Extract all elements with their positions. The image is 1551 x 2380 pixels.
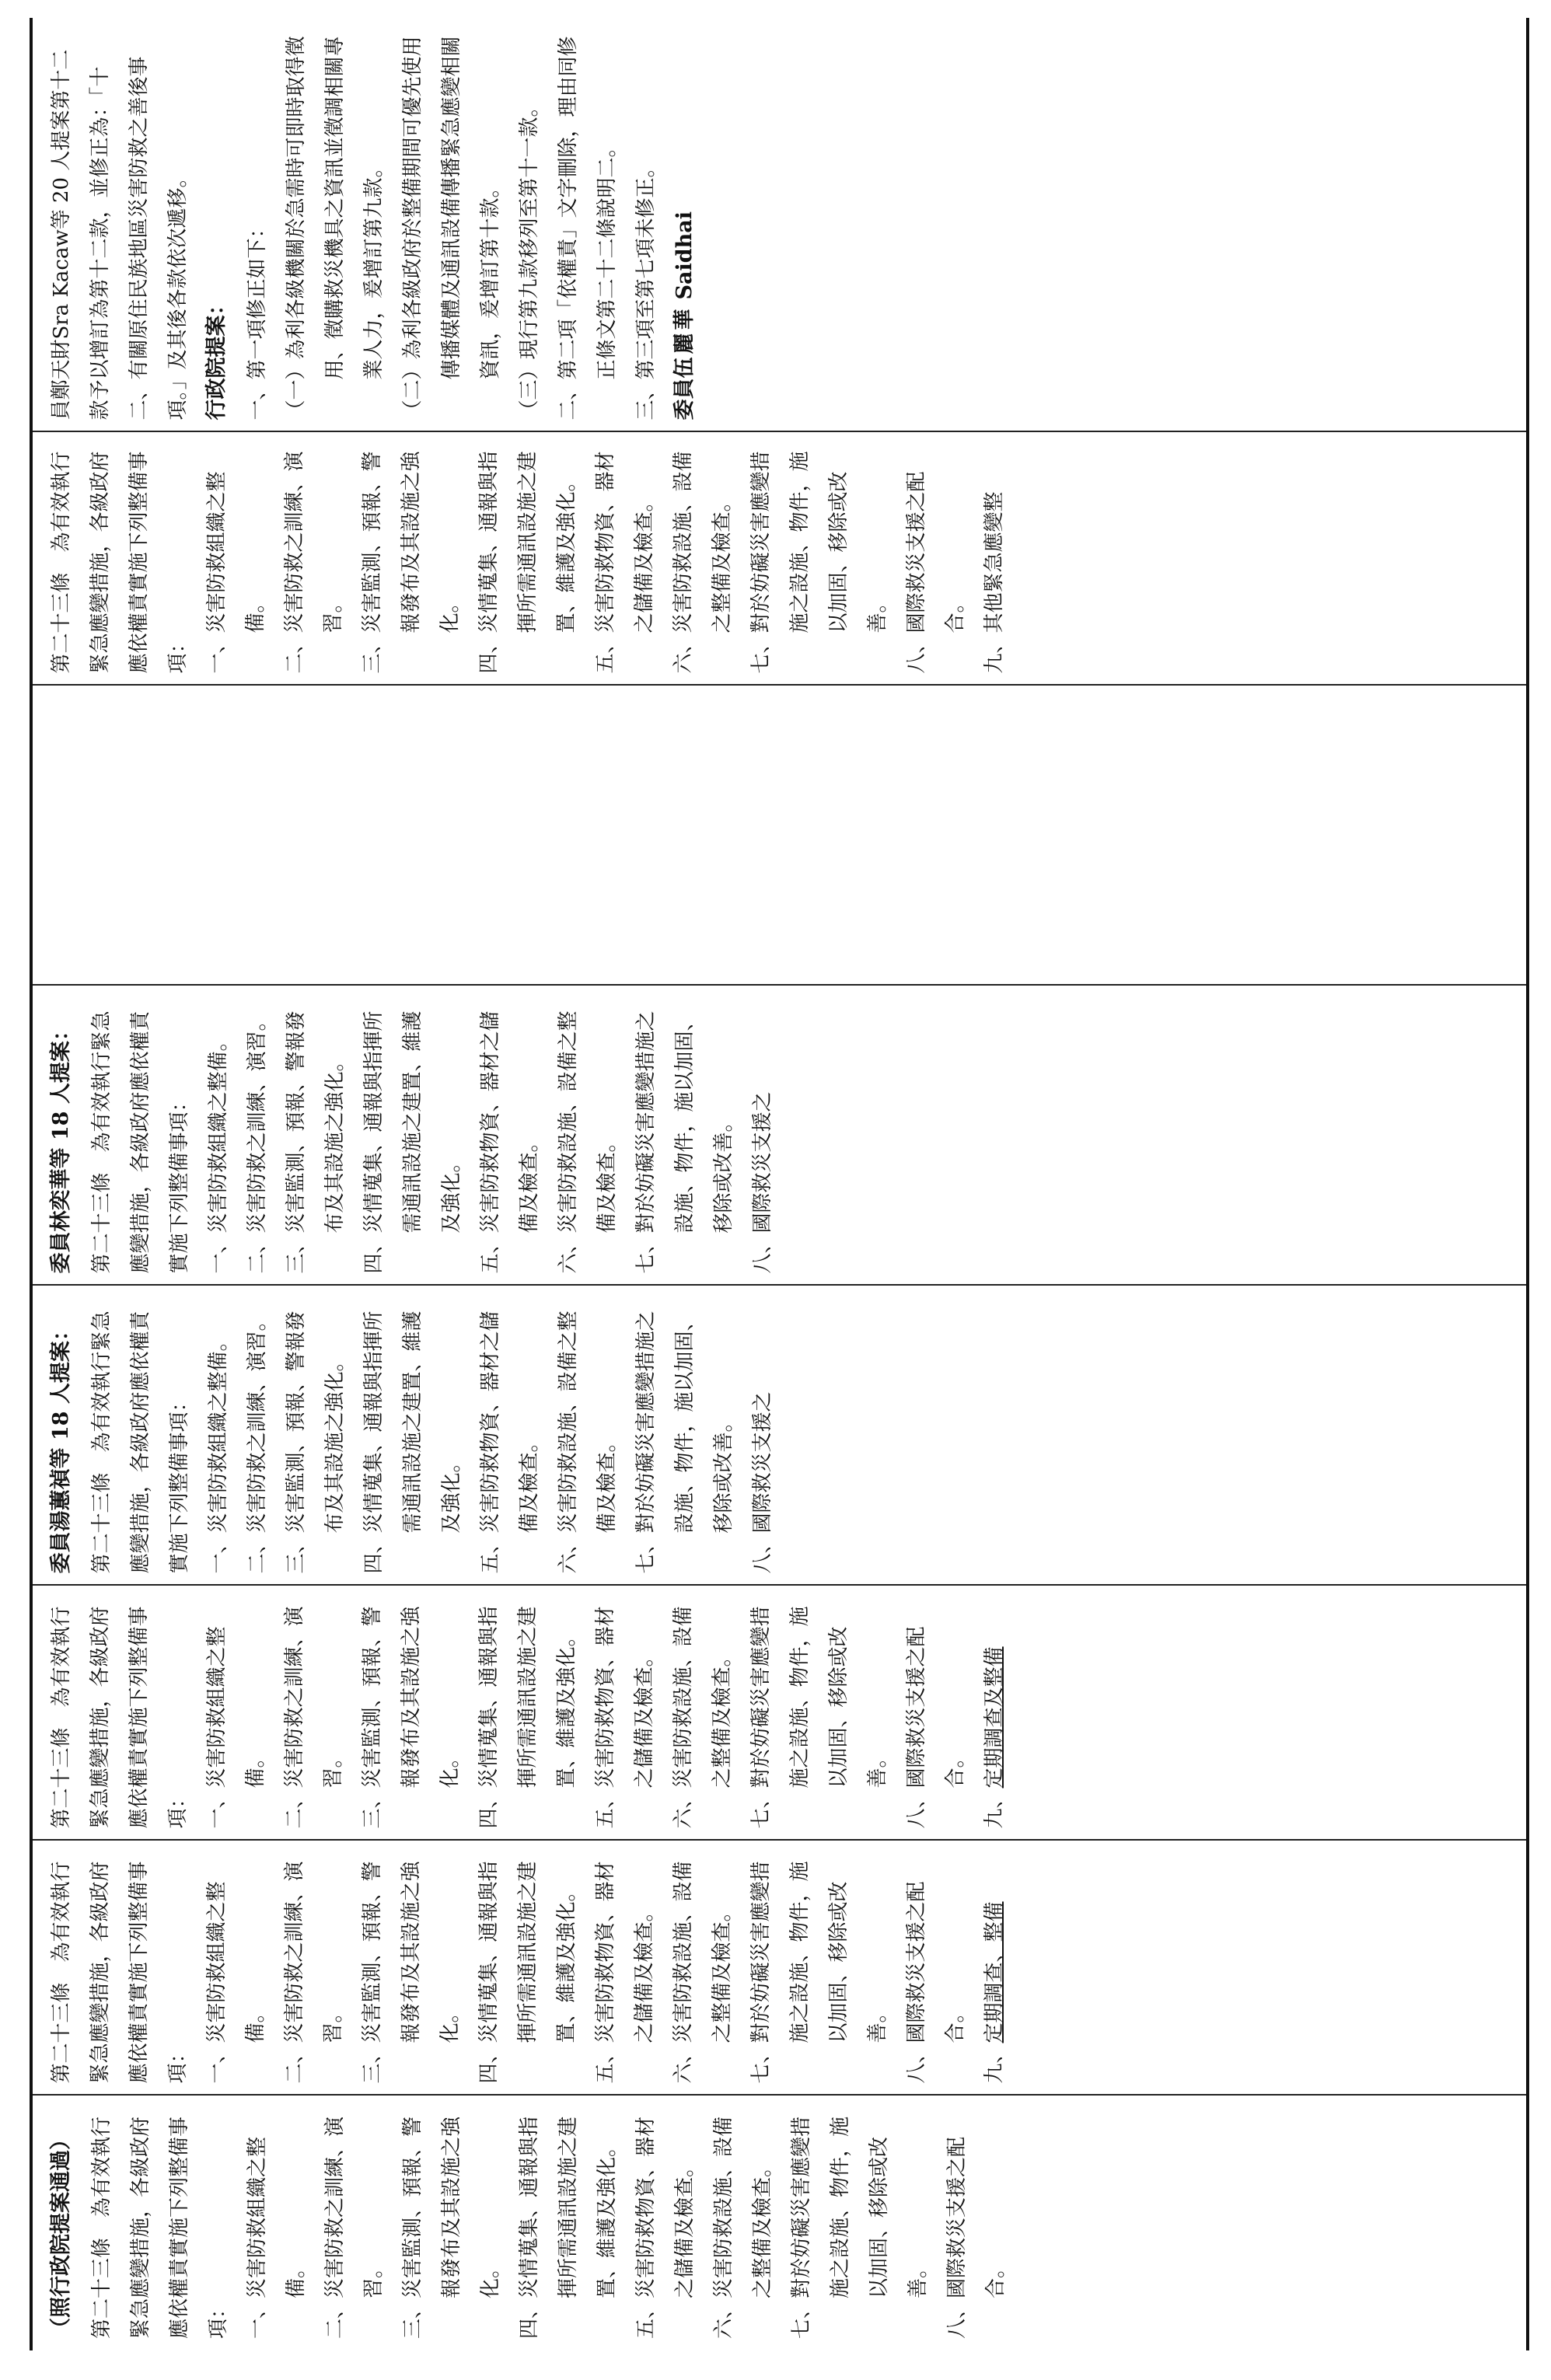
item-number: 九、 bbox=[983, 1788, 1006, 1829]
list-item: 一、災害防救組織之整備。 bbox=[205, 1626, 267, 1829]
list-item: 七、對於妨礙災害應變措施之設施、物件，施以加固、移除或改善。 bbox=[790, 2116, 930, 2339]
column-title: 行政院提案： bbox=[204, 294, 229, 421]
column-title: 委員林奕華等 18 人提案： bbox=[49, 1020, 73, 1274]
list-item: 一、第一項修正如下： bbox=[246, 218, 269, 421]
article-heading: 第二十三條 為有效執行緊急應變措施，各級政府應依權責實施下列整備事項： bbox=[50, 1861, 190, 2084]
list-item: 一、災害防救組織之整備。 bbox=[246, 2136, 308, 2339]
list-item: 四、災情蒐集、通報與指揮所需通訊設施之建置、維護及強化。 bbox=[518, 2116, 619, 2339]
list-item bbox=[975, 1852, 1014, 2084]
list-item: 六、災害防救設施、設備之整備及檢查。 bbox=[557, 1010, 619, 1274]
carried-over-note: 員鄭天財Sra Kacaw等 20 人提案第十二款予以增訂為第十二款，並修正為：「十二、有關原住民族地區災害防救之善後事項。」及其後各款依次遞移。 bbox=[50, 49, 190, 421]
amended-text: 定期調查、整備 bbox=[983, 1901, 1006, 2043]
list-item: 二、災害防救之訓練、演習。 bbox=[283, 1861, 345, 2084]
list-item: 一、災害防救組織之整備。 bbox=[207, 1331, 230, 1574]
list-item: 一、災害防救組織之整備。 bbox=[205, 471, 267, 674]
article-heading: 第二十三條 為有效執行緊急應變措施，各級政府應依權責實施下列整備事項： bbox=[90, 1010, 191, 1274]
list-item: 七、對於妨礙災害應變措施之設施、物件，施以加固、移除或改善。 bbox=[749, 1606, 889, 1829]
list-item: 三、災害監測、預報、警報發布及其設施之強化。 bbox=[361, 1861, 462, 2084]
list-item bbox=[975, 1597, 1014, 1829]
list-item: （二）為利各級政府於整備期間可優先使用傳播媒體及通訊設備傳播緊急應變相關資訊，爰增訂第十款。 bbox=[401, 36, 502, 421]
list-item: 三、災害監測、預報、警報發布及其設施之強化。 bbox=[361, 451, 462, 674]
list-item: 八、國際救災支援之配合。 bbox=[905, 1881, 967, 2084]
list-item: （三）現行第九款移列至第十一款。 bbox=[518, 96, 541, 421]
signature-suffix: Saidhai bbox=[672, 211, 697, 300]
article-heading: 第二十三條 為有效執行緊急應變措施，各級政府應依權責實施下列整備事項： bbox=[50, 1606, 190, 1829]
column-title: （照行政院提案通過） bbox=[49, 2129, 73, 2339]
list-item: 六、災害防救設施、設備之整備及檢查。 bbox=[672, 451, 734, 674]
list-item: 四、災情蒐集、通報與指揮所需通訊設施之建置、維護及強化。 bbox=[477, 1606, 578, 1829]
column-cell bbox=[31, 432, 1528, 686]
article-heading: 第二十三條 為有效執行緊急應變措施，各級政府應依權責實施下列整備事項： bbox=[50, 451, 190, 674]
column-cell bbox=[31, 1286, 1528, 1586]
list-item: 二、災害防救之訓練、演習。 bbox=[246, 1010, 269, 1274]
list-item: 一、災害防救組織之整備。 bbox=[205, 1881, 267, 2084]
list-item: 六、災害防救設施、設備之整備及檢查。 bbox=[672, 1606, 734, 1829]
amended-text: 定期調查及整備 bbox=[983, 1646, 1006, 1788]
column-cell bbox=[31, 986, 1528, 1286]
signature-name: 伍麗華 bbox=[672, 305, 697, 379]
list-item: 五、災害防救物資、器材之儲備及檢查。 bbox=[634, 2116, 697, 2339]
list-item: 五、災害防救物資、器材之儲備及檢查。 bbox=[479, 1010, 541, 1274]
signature-prefix: 委員 bbox=[672, 378, 697, 421]
list-item: 八、國際救災支援之配合。 bbox=[905, 471, 967, 674]
column-title: 委員湯蕙禎等 18 人提案： bbox=[49, 1320, 73, 1574]
list-item: 三、災害監測、預報、警報發布及其設施之強化。 bbox=[285, 1310, 347, 1574]
list-item: 八、國際救災支援之配合。 bbox=[945, 2136, 1008, 2339]
list-item: 四、災情蒐集、通報與指揮所需通訊設施之建置、維護及強化。 bbox=[362, 1010, 463, 1274]
item-number: 九、 bbox=[983, 2043, 1006, 2084]
list-item: 二、災害防救之訓練、演習。 bbox=[283, 1606, 345, 1829]
list-item: 六、災害防救設施、設備之整備及檢查。 bbox=[672, 1861, 734, 2084]
column-cell bbox=[31, 686, 1528, 986]
list-item: 九、其他緊急應變整 bbox=[983, 491, 1006, 674]
list-item: 八、國際救災支援之 bbox=[751, 1091, 774, 1274]
list-item: 八、國際救災支援之 bbox=[751, 1391, 774, 1574]
list-item: 五、災害防救物資、器材之儲備及檢查。 bbox=[479, 1310, 541, 1574]
list-item: （一）為利各級機關於急需時可即時取得徵用、徵購救災機具之資訊並徵調相關專業人力，爰增訂第九款。 bbox=[285, 36, 386, 421]
list-item: 四、災情蒐集、通報與指揮所需通訊設施之建置、維護及強化。 bbox=[362, 1310, 463, 1574]
comparison-table bbox=[30, 18, 1529, 2350]
column-cell bbox=[31, 1841, 1528, 2096]
list-item: 七、對於妨礙災害應變措施之設施、物件，施以加固、移除或改善。 bbox=[634, 1010, 735, 1274]
list-item: 二、災害防救之訓練、演習。 bbox=[246, 1310, 269, 1574]
list-item: 五、災害防救物資、器材之儲備及檢查。 bbox=[594, 1861, 656, 2084]
list-item: 三、災害監測、預報、警報發布及其設施之強化。 bbox=[401, 2116, 502, 2339]
list-item: 四、災情蒐集、通報與指揮所需通訊設施之建置、維護及強化。 bbox=[477, 1861, 578, 2084]
list-item: 七、對於妨礙災害應變措施之設施、物件，施以加固、移除或改善。 bbox=[749, 451, 889, 674]
article-heading: 第二十三條 為有效執行緊急應變措施，各級政府應依權責實施下列整備事項： bbox=[90, 2116, 230, 2339]
list-item: 三、災害監測、預報、警報發布及其設施之強化。 bbox=[361, 1606, 462, 1829]
list-item: 五、災害防救物資、器材之儲備及檢查。 bbox=[594, 1606, 656, 1829]
article-heading: 第二十三條 為有效執行緊急應變措施，各級政府應依權責實施下列整備事項： bbox=[90, 1310, 191, 1574]
signature-line bbox=[665, 30, 704, 421]
list-item: 一、災害防救組織之整備。 bbox=[207, 1031, 230, 1274]
column-cell bbox=[31, 1586, 1528, 1841]
list-item: 五、災害防救物資、器材之儲備及檢查。 bbox=[594, 451, 656, 674]
list-item: 六、災害防救設施、設備之整備及檢查。 bbox=[557, 1310, 619, 1574]
list-item: 三、第三項至第七項未修正。 bbox=[634, 157, 658, 421]
list-item: 二、災害防救之訓練、演習。 bbox=[283, 451, 345, 674]
list-item: 六、災害防救設施、設備之整備及檢查。 bbox=[712, 2116, 774, 2339]
column-cell bbox=[31, 19, 1528, 432]
list-item: 二、災害防救之訓練、演習。 bbox=[323, 2116, 386, 2339]
list-item: 八、國際救災支援之配合。 bbox=[905, 1626, 967, 1829]
list-item: 七、對於妨礙災害應變措施之設施、物件，施以加固、移除或改善。 bbox=[749, 1861, 889, 2084]
list-item: 二、第二項「依權責」文字刪除，理由同修正條文第二十二條說明二。 bbox=[557, 36, 619, 421]
list-item: 三、災害監測、預報、警報發布及其設施之強化。 bbox=[285, 1010, 347, 1274]
table-row bbox=[31, 19, 1528, 2350]
list-item: 四、災情蒐集、通報與指揮所需通訊設施之建置、維護及強化。 bbox=[477, 451, 578, 674]
column-cell bbox=[31, 2096, 1528, 2350]
list-item: 七、對於妨礙災害應變措施之設施、物件，施以加固、移除或改善。 bbox=[634, 1310, 735, 1574]
